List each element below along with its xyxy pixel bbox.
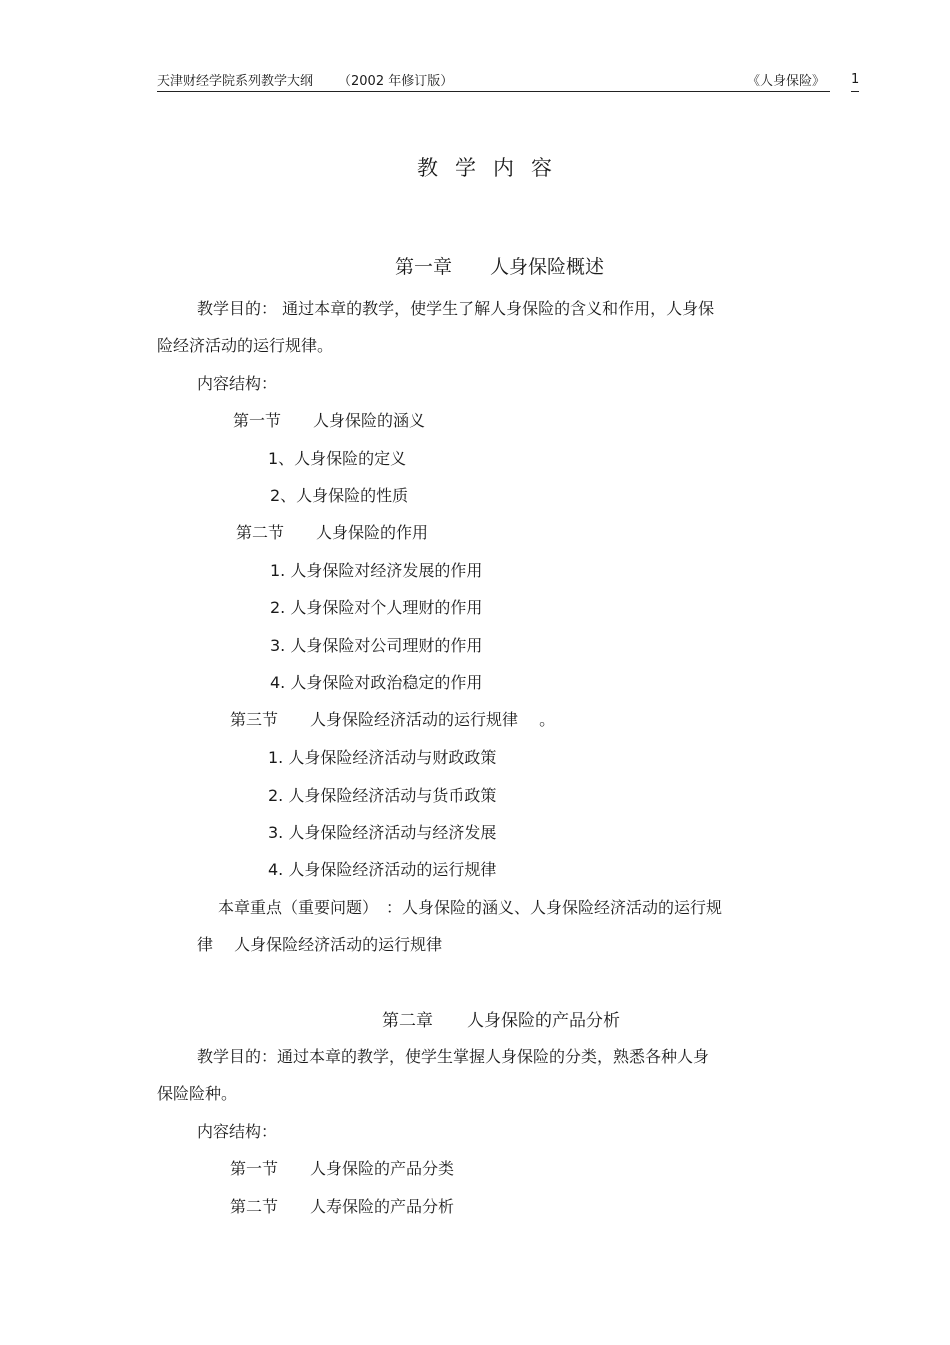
header-rule: [157, 91, 830, 92]
chapter1-section2-item: 4. 人身保险对政治稳定的作用: [270, 673, 483, 692]
page-number-underline: [851, 91, 859, 92]
chapter1-section2-heading: 第二节 人身保险的作用: [236, 523, 429, 542]
chapter1-section2-item: 2. 人身保险对个人理财的作用: [270, 598, 483, 617]
chapter1-goal-line2: 险经济活动的运行规律。: [157, 336, 334, 355]
chapter1-section3-heading: 第三节 人身保险经济活动的运行规律 。: [230, 710, 556, 729]
chapter1-section2-item: 1. 人身保险对经济发展的作用: [270, 561, 483, 580]
chapter1-section3-item: 2. 人身保险经济活动与货币政策: [268, 786, 497, 805]
chapter1-goal-line1: 教学目的： 通过本章的教学，使学生了解人身保险的含义和作用，人身保: [197, 299, 715, 318]
chapter1-heading: 第一章 人身保险概述: [395, 256, 605, 278]
page-title: 教学内容: [417, 156, 569, 180]
header-book-title: 《人身保险》: [747, 74, 826, 89]
chapter1-section3-item: 3. 人身保险经济活动与经济发展: [268, 823, 497, 842]
chapter1-key-points-line1: 本章重点（重要问题） ：人身保险的涵义、人身保险经济活动的运行规: [218, 898, 723, 917]
header-series-title: 天津财经学院系列教学大纲: [157, 74, 314, 89]
chapter1-key-points-line2: 律 人身保险经济活动的运行规律: [197, 935, 443, 954]
chapter2-section-heading: 第一节 人身保险的产品分类: [230, 1159, 455, 1178]
chapter2-heading: 第二章 人身保险的产品分析: [382, 1011, 620, 1031]
header-edition: （2002 年修订版）: [338, 74, 454, 89]
chapter1-section1-item: 2、人身保险的性质: [270, 486, 409, 505]
chapter1-section2-item: 3. 人身保险对公司理财的作用: [270, 636, 483, 655]
chapter1-section3-item: 4. 人身保险经济活动的运行规律: [268, 860, 497, 879]
chapter2-goal-line2: 保险险种。: [157, 1084, 238, 1103]
chapter1-section1-heading: 第一节 人身保险的涵义: [233, 411, 426, 430]
page-number: 1: [851, 72, 860, 87]
chapter2-structure-label: 内容结构：: [197, 1122, 278, 1141]
chapter1-structure-label: 内容结构：: [197, 374, 278, 393]
chapter2-goal-line1: 教学目的：通过本章的教学，使学生掌握人身保险的分类，熟悉各种人身: [197, 1047, 710, 1066]
chapter2-section-heading: 第二节 人寿保险的产品分析: [230, 1197, 455, 1216]
chapter1-section3-item: 1. 人身保险经济活动与财政政策: [268, 748, 497, 767]
chapter1-section1-item: 1、人身保险的定义: [268, 449, 407, 468]
